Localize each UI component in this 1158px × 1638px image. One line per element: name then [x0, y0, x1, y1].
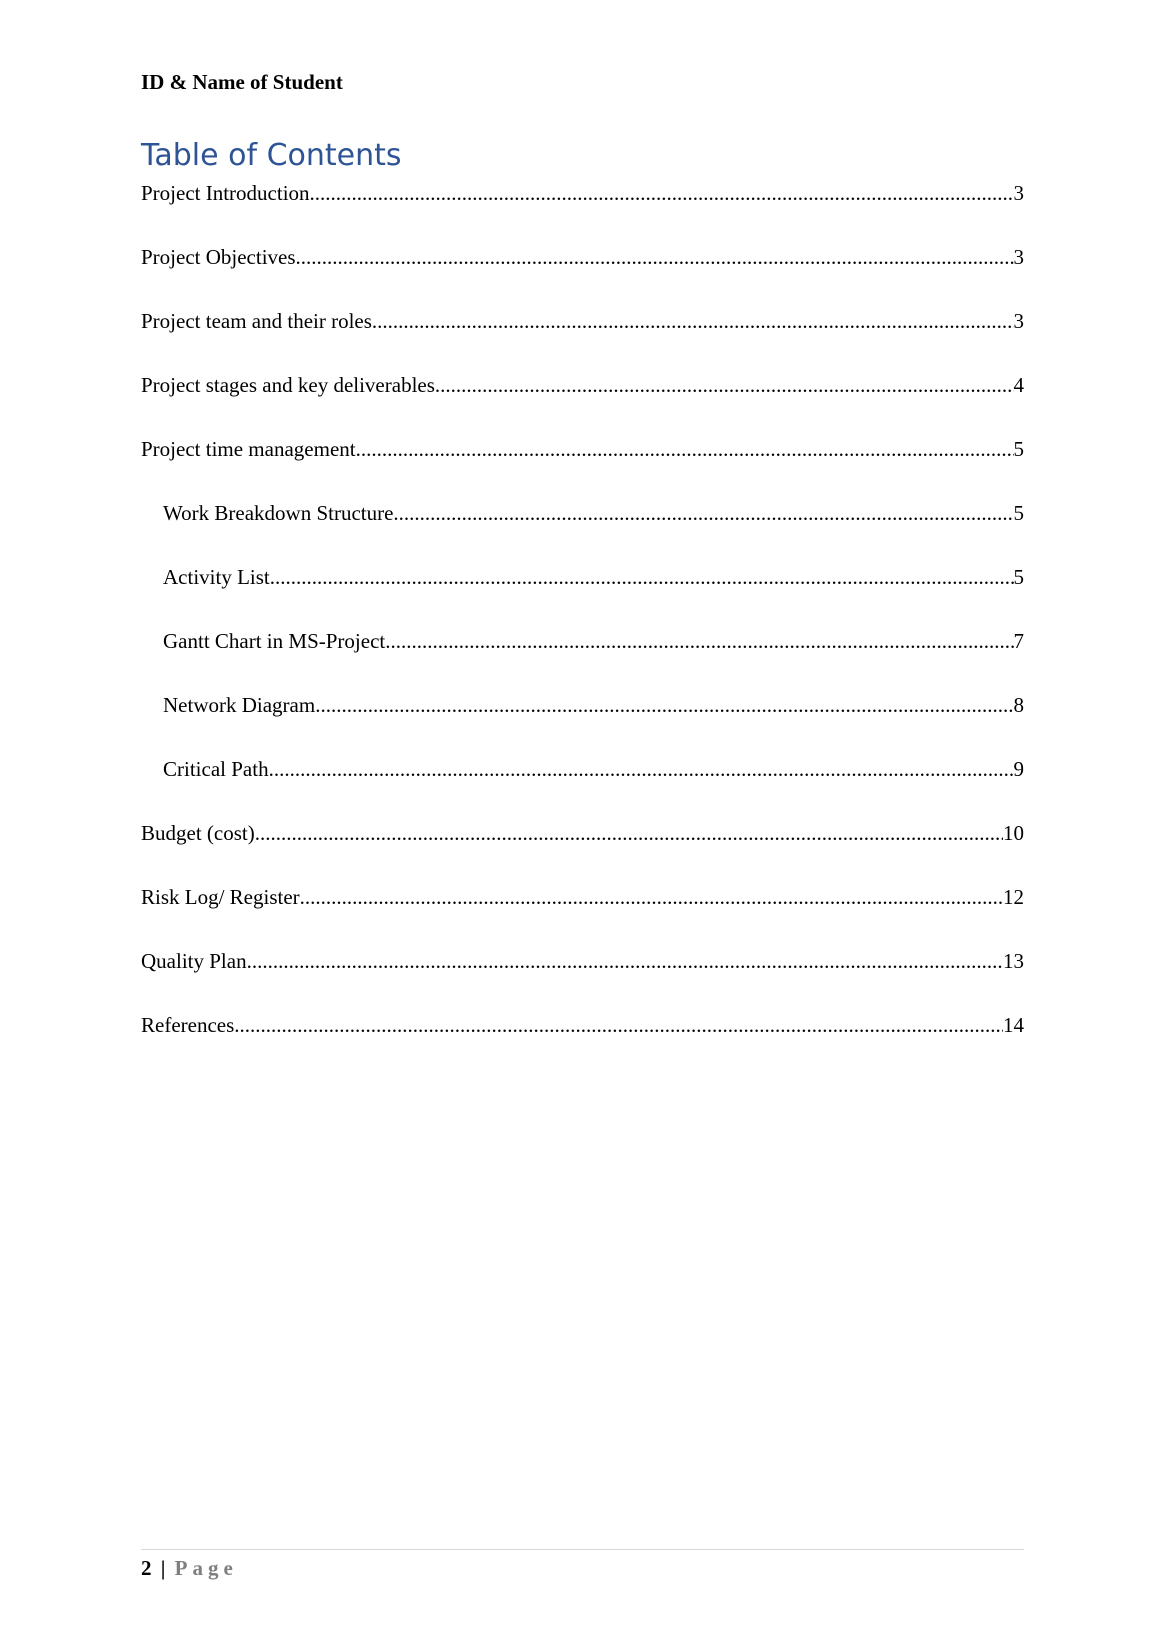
toc-entry-title: Activity List	[163, 565, 270, 589]
toc-entry-project-introduction[interactable]	[141, 179, 1024, 243]
toc-entry-risk-log[interactable]	[141, 883, 1024, 947]
toc-entry-title: Budget (cost)	[141, 821, 255, 845]
toc-entry-network-diagram[interactable]	[141, 691, 1024, 755]
toc-entry-title: Critical Path	[163, 757, 269, 781]
toc-entry-quality-plan[interactable]	[141, 947, 1024, 1011]
toc-entry-title: Work Breakdown Structure	[163, 501, 394, 525]
toc-dot-leader	[315, 691, 1013, 719]
toc-entry-page: 10	[1003, 821, 1024, 845]
toc-dot-leader	[356, 435, 1014, 463]
toc-entry-critical-path[interactable]	[141, 755, 1024, 819]
toc-dot-leader	[372, 307, 1014, 335]
toc-entry-page: 3	[1013, 245, 1024, 269]
toc-entry-page: 5	[1013, 565, 1024, 589]
table-of-contents	[141, 179, 1024, 1075]
toc-entry-page: 5	[1013, 437, 1024, 461]
toc-entry-title: Gantt Chart in MS-Project	[163, 629, 386, 653]
toc-entry-title: Project team and their roles	[141, 309, 372, 333]
toc-entry-page: 12	[1003, 885, 1024, 909]
toc-entry-page: 9	[1013, 757, 1024, 781]
toc-entry-page: 8	[1013, 693, 1024, 717]
toc-entry-gantt-chart[interactable]	[141, 627, 1024, 691]
toc-dot-leader	[270, 563, 1014, 591]
toc-entry-title: Project time management	[141, 437, 356, 461]
footer-page-word: Page	[174, 1556, 238, 1580]
toc-entry-project-stages[interactable]	[141, 371, 1024, 435]
toc-dot-leader	[296, 243, 1014, 271]
footer-divider	[141, 1549, 1024, 1550]
toc-entry-page: 13	[1003, 949, 1024, 973]
toc-entry-page: 3	[1013, 181, 1024, 205]
toc-dot-leader	[269, 755, 1014, 783]
toc-dot-leader	[247, 947, 1003, 975]
toc-dot-leader	[234, 1011, 1003, 1039]
toc-dot-leader	[255, 819, 1003, 847]
footer-page-number: 2	[141, 1556, 152, 1580]
toc-entry-title: Network Diagram	[163, 693, 316, 717]
toc-dot-leader	[393, 499, 1013, 527]
toc-dot-leader	[385, 627, 1013, 655]
footer-separator: |	[160, 1556, 166, 1580]
toc-entry-title: References	[141, 1013, 235, 1037]
toc-dot-leader	[435, 371, 1014, 399]
page-footer	[141, 1554, 238, 1582]
toc-entry-budget[interactable]	[141, 819, 1024, 883]
toc-dot-leader	[300, 883, 1003, 911]
toc-entry-title: Project Objectives	[141, 245, 296, 269]
toc-entry-page: 4	[1013, 373, 1024, 397]
toc-entry-activity-list[interactable]	[141, 563, 1024, 627]
toc-heading: Table of Contents	[141, 138, 402, 173]
toc-entry-references[interactable]	[141, 1011, 1024, 1075]
toc-entry-title: Risk Log/ Register	[141, 885, 300, 909]
toc-entry-page: 3	[1013, 309, 1024, 333]
toc-entry-page: 14	[1003, 1013, 1024, 1037]
toc-entry-title: Project stages and key deliverables	[141, 373, 435, 397]
toc-entry-page: 7	[1013, 629, 1024, 653]
toc-dot-leader	[310, 179, 1014, 207]
toc-entry-title: Project Introduction	[141, 181, 310, 205]
toc-entry-work-breakdown-structure[interactable]	[141, 499, 1024, 563]
toc-entry-project-time-management[interactable]	[141, 435, 1024, 499]
toc-entry-title: Quality Plan	[141, 949, 247, 973]
toc-entry-page: 5	[1013, 501, 1024, 525]
toc-entry-project-objectives[interactable]	[141, 243, 1024, 307]
toc-entry-project-team[interactable]	[141, 307, 1024, 371]
page-header: ID & Name of Student	[141, 70, 343, 94]
